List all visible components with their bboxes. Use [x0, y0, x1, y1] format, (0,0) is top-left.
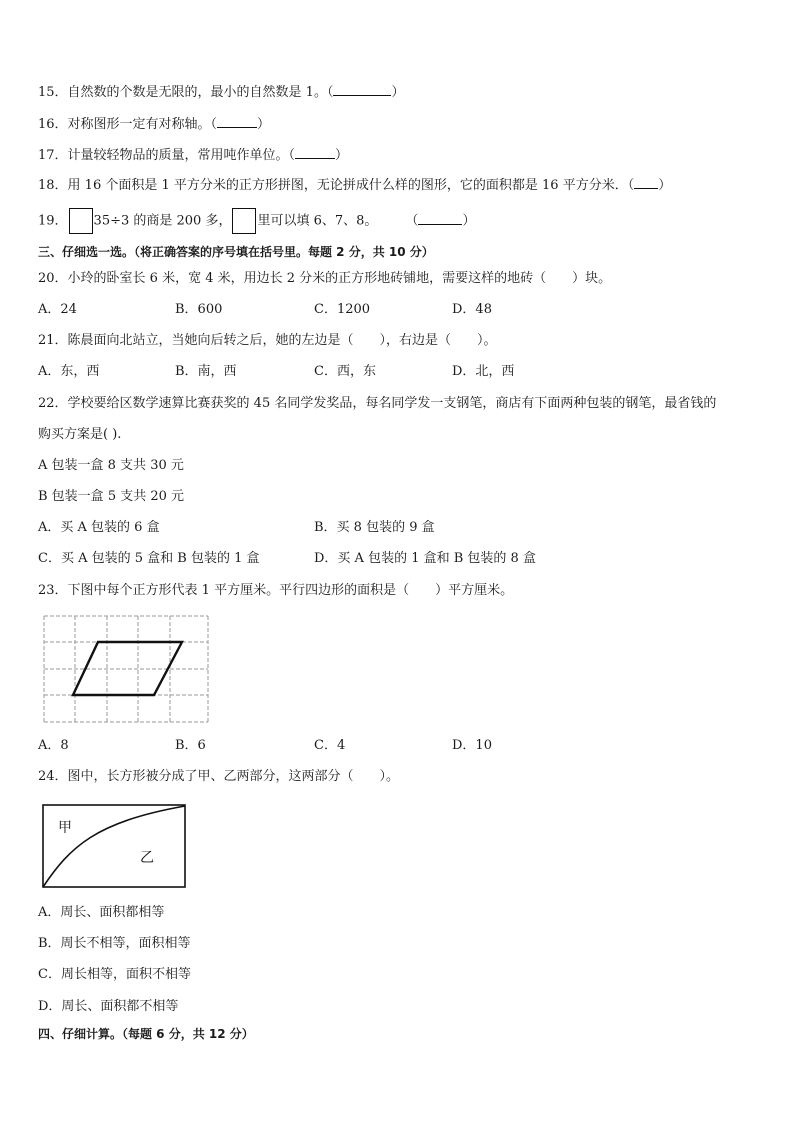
question-15 — [38, 83, 404, 102]
option-b[interactable]: B．买 8 包装的 9 盒 — [314, 520, 435, 535]
option-c[interactable]: C．1200 — [314, 302, 371, 317]
question-22-line-2: 购买方案是( ). — [38, 427, 122, 442]
option-a[interactable]: A．24 — [38, 302, 77, 317]
option-a[interactable]: A．周长、面积都相等 — [38, 905, 165, 920]
answer-blank[interactable] — [217, 115, 257, 128]
question-17-text: 17．计量较轻物品的质量，常用吨作单位。（ — [38, 148, 296, 163]
option-b[interactable]: B．600 — [175, 302, 223, 317]
bracket-close: ） — [335, 148, 349, 163]
package-a-info: A 包装一盒 8 支共 30 元 — [38, 458, 184, 473]
option-b[interactable]: B．6 — [175, 738, 206, 753]
rectangle-curve-figure — [40, 802, 188, 890]
bracket-close: ） — [658, 178, 672, 193]
option-c[interactable]: C．4 — [314, 738, 346, 753]
question-18 — [38, 176, 671, 195]
answer-blank[interactable] — [295, 146, 335, 159]
option-d[interactable]: D．周长、面积都不相等 — [38, 999, 179, 1014]
question-19-number: 19． — [38, 213, 68, 229]
package-b-info: B 包装一盒 5 支共 20 元 — [38, 489, 185, 504]
question-16 — [38, 115, 270, 134]
option-d[interactable]: D．买 A 包装的 1 盒和 B 包装的 8 盒 — [314, 551, 536, 566]
option-c[interactable]: C．西，东 — [314, 364, 376, 379]
question-19-middle: 35÷3 的商是 200 多， — [93, 213, 232, 229]
answer-blank[interactable] — [333, 83, 391, 96]
section-3-heading: 三、仔细选一选。（将正确答案的序号填在括号里。每题 2 分，共 10 分） — [38, 245, 434, 259]
question-20: 20．小玲的卧室长 6 米，宽 4 米，用边长 2 分米的正方形地砖铺地，需要这样的地砖（ ）块。 — [38, 271, 612, 286]
option-d[interactable]: D．48 — [452, 302, 492, 317]
fill-box[interactable] — [69, 208, 93, 234]
question-23: 23．下图中每个正方形代表 1 平方厘米。平行四边形的面积是（ ）平方厘米。 — [38, 583, 514, 598]
answer-blank[interactable] — [634, 176, 658, 189]
fill-box[interactable] — [232, 208, 256, 234]
bracket-close: ） — [462, 213, 476, 229]
section-4-heading: 四、仔细计算。（每题 6 分，共 12 分） — [38, 1027, 254, 1041]
option-a[interactable]: A．买 A 包装的 6 盒 — [38, 520, 160, 535]
question-18-text: 18．用 16 个面积是 1 平方分米的正方形拼图，无论拼成什么样的图形，它的面积都是 16 平方分米．（ — [38, 178, 635, 193]
option-b[interactable]: B．南，西 — [175, 364, 237, 379]
dividing-curve — [43, 806, 185, 887]
option-a[interactable]: A．8 — [38, 738, 69, 753]
question-19 — [38, 208, 475, 235]
question-16-text: 16．对称图形一定有对称轴。（ — [38, 117, 218, 132]
bracket-close: ） — [391, 85, 405, 100]
question-21: 21．陈晨面向北站立，当她向后转之后，她的左边是（ ），右边是（ ）。 — [38, 333, 497, 348]
question-17 — [38, 146, 348, 165]
label-jia: 甲 — [58, 820, 72, 836]
option-b[interactable]: B．周长不相等，面积相等 — [38, 936, 191, 951]
option-d[interactable]: D．10 — [452, 738, 492, 753]
answer-blank[interactable] — [418, 212, 462, 225]
option-c[interactable]: C．买 A 包装的 5 盒和 B 包装的 1 盒 — [38, 551, 260, 566]
question-19-end: 里可以填 6、7、8。 — [257, 213, 378, 229]
label-yi: 乙 — [140, 850, 154, 866]
bracket-open: （ — [405, 213, 419, 229]
question-15-text: 15．自然数的个数是无限的，最小的自然数是 1。（ — [38, 85, 334, 100]
question-24: 24．图中，长方形被分成了甲、乙两部分，这两部分（ ）。 — [38, 769, 400, 784]
option-a[interactable]: A．东，西 — [38, 364, 100, 379]
option-c[interactable]: C．周长相等，面积不相等 — [38, 967, 191, 982]
question-22-line-1: 22．学校要给区数学速算比赛获奖的 45 名同学发奖品，每名同学发一支钢笔，商店有下面两种包装的钢笔，最省钱的 — [38, 396, 717, 411]
grid-parallelogram-figure — [40, 612, 212, 726]
bracket-close: ） — [257, 117, 271, 132]
rectangle-outline — [43, 805, 185, 887]
option-d[interactable]: D．北，西 — [452, 364, 515, 379]
